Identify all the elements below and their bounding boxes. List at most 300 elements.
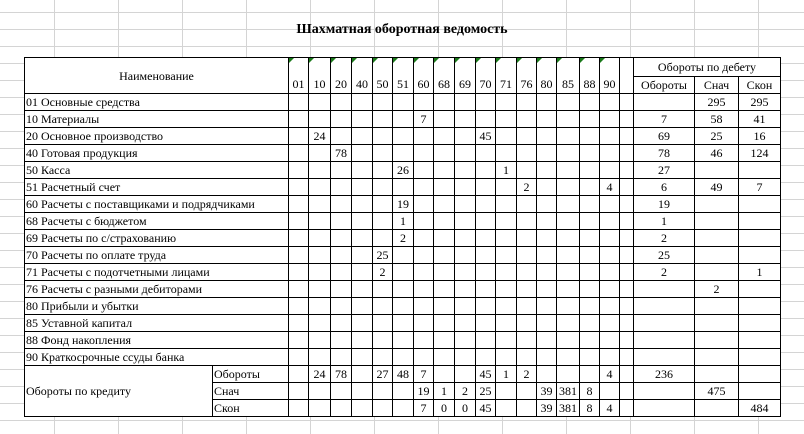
debit-credit-cell	[289, 281, 309, 298]
debit-credit-cell	[455, 128, 476, 145]
debit-credit-cell	[393, 128, 414, 145]
debit-credit-cell	[414, 145, 434, 162]
table-row	[25, 281, 781, 298]
debit-credit-cell	[434, 94, 455, 111]
debit-credit-cell	[600, 264, 620, 281]
debit-credit-cell	[309, 111, 331, 128]
debit-credit-cell	[331, 264, 352, 281]
debit-credit-cell	[600, 349, 620, 366]
debit-credit-cell	[580, 247, 600, 264]
debit-credit-cell	[434, 264, 455, 281]
debit-credit-cell	[517, 281, 537, 298]
debit-turnover-cell	[634, 332, 695, 349]
debit-credit-cell	[331, 281, 352, 298]
debit-credit-cell	[580, 179, 600, 196]
debit-credit-cell	[600, 196, 620, 213]
end-balance-cell: 1	[739, 264, 781, 281]
debit-credit-cell	[580, 349, 600, 366]
debit-credit-cell	[414, 230, 434, 247]
debit-turnover-cell: 69	[634, 128, 695, 145]
debit-credit-cell: 19	[393, 196, 414, 213]
table-row	[25, 111, 781, 128]
debit-credit-cell	[414, 298, 434, 315]
debit-turnover-cell: 25	[634, 247, 695, 264]
debit-credit-cell	[537, 349, 557, 366]
debit-credit-cell	[517, 247, 537, 264]
account-code-header: 80	[537, 58, 557, 94]
debit-credit-cell	[309, 145, 331, 162]
sub-column-header: Снач	[695, 77, 739, 94]
debit-turnover-cell: 27	[634, 162, 695, 179]
debit-credit-cell: 24	[309, 128, 331, 145]
debit-credit-cell	[352, 213, 373, 230]
account-code-header: 51	[393, 58, 414, 94]
credit-summary-label: Скон	[213, 400, 289, 417]
debit-credit-cell	[373, 213, 393, 230]
credit-turnover-label: Обороты по кредиту	[25, 366, 213, 417]
account-name-cell: 88 Фонд накопления	[25, 332, 289, 349]
debit-credit-cell	[557, 247, 580, 264]
credit-summary-cell	[393, 383, 414, 400]
credit-summary-cell	[289, 400, 309, 417]
debit-credit-cell	[414, 162, 434, 179]
debit-credit-cell	[373, 94, 393, 111]
debit-credit-cell	[476, 315, 496, 332]
start-balance-cell	[695, 298, 739, 315]
debit-credit-cell	[537, 213, 557, 230]
account-code-header: 90	[600, 58, 620, 94]
debit-credit-cell	[476, 264, 496, 281]
debit-credit-cell	[373, 349, 393, 366]
start-balance-cell	[695, 162, 739, 179]
debit-credit-cell: 26	[393, 162, 414, 179]
table-row	[25, 230, 781, 247]
debit-credit-cell	[331, 196, 352, 213]
debit-credit-cell	[496, 298, 517, 315]
debit-credit-cell	[289, 315, 309, 332]
account-code-header: 01	[289, 58, 309, 94]
spacer-cell	[620, 366, 634, 383]
debit-credit-cell	[414, 94, 434, 111]
sub-column-header: Скон	[739, 77, 781, 94]
account-name-cell: 85 Уставной капитал	[25, 315, 289, 332]
spacer-cell	[620, 332, 634, 349]
debit-credit-cell	[455, 179, 476, 196]
debit-credit-cell	[476, 281, 496, 298]
credit-summary-label: Обороты	[213, 366, 289, 383]
account-code-header: 10	[309, 58, 331, 94]
debit-credit-cell	[331, 94, 352, 111]
debit-credit-cell	[496, 111, 517, 128]
credit-summary-cell: 0	[455, 400, 476, 417]
debit-credit-cell	[517, 213, 537, 230]
debit-credit-cell	[414, 264, 434, 281]
debit-credit-cell	[331, 213, 352, 230]
debit-credit-cell	[455, 264, 476, 281]
total-end-cell	[739, 383, 781, 400]
account-name-cell: 10 Материалы	[25, 111, 289, 128]
debit-credit-cell	[373, 281, 393, 298]
debit-credit-cell	[309, 332, 331, 349]
spacer-cell	[620, 264, 634, 281]
debit-credit-cell	[373, 162, 393, 179]
debit-credit-cell	[414, 128, 434, 145]
debit-credit-cell	[537, 111, 557, 128]
debit-credit-cell	[331, 111, 352, 128]
total-start-cell	[695, 400, 739, 417]
start-balance-cell	[695, 247, 739, 264]
debit-credit-cell	[434, 145, 455, 162]
debit-credit-cell	[580, 230, 600, 247]
debit-credit-cell	[600, 247, 620, 264]
spacer-cell	[620, 298, 634, 315]
debit-credit-cell	[557, 162, 580, 179]
table-row	[25, 332, 781, 349]
debit-credit-cell	[476, 349, 496, 366]
debit-credit-cell	[496, 315, 517, 332]
credit-summary-cell: 381	[557, 383, 580, 400]
credit-summary-cell: 25	[476, 383, 496, 400]
debit-credit-cell	[600, 298, 620, 315]
table-row	[25, 94, 781, 111]
spacer-cell	[620, 162, 634, 179]
debit-credit-cell	[352, 247, 373, 264]
end-balance-cell: 41	[739, 111, 781, 128]
header-row	[25, 58, 781, 77]
credit-summary-cell: 1	[434, 383, 455, 400]
debit-credit-cell	[455, 332, 476, 349]
table-row	[25, 298, 781, 315]
debit-credit-cell	[537, 247, 557, 264]
debit-credit-cell	[496, 230, 517, 247]
start-balance-cell	[695, 332, 739, 349]
debit-credit-cell	[557, 128, 580, 145]
debit-credit-cell	[434, 111, 455, 128]
debit-credit-cell	[557, 179, 580, 196]
debit-credit-cell	[476, 298, 496, 315]
debit-credit-cell	[289, 247, 309, 264]
debit-credit-cell: 7	[414, 111, 434, 128]
spacer-cell	[620, 230, 634, 247]
credit-summary-cell: 1	[496, 366, 517, 383]
credit-summary-cell: 24	[309, 366, 331, 383]
debit-credit-cell	[352, 281, 373, 298]
debit-credit-cell	[537, 196, 557, 213]
debit-credit-cell	[496, 264, 517, 281]
credit-summary-cell	[289, 383, 309, 400]
debit-credit-cell	[580, 298, 600, 315]
debit-credit-cell	[537, 145, 557, 162]
debit-credit-cell	[289, 332, 309, 349]
debit-credit-cell	[476, 179, 496, 196]
credit-summary-cell: 381	[557, 400, 580, 417]
table-row	[25, 196, 781, 213]
debit-credit-cell	[331, 230, 352, 247]
end-balance-cell	[739, 315, 781, 332]
debit-credit-cell	[455, 315, 476, 332]
credit-summary-cell: 45	[476, 400, 496, 417]
credit-summary-cell	[352, 400, 373, 417]
debit-credit-cell	[373, 145, 393, 162]
debit-credit-cell	[557, 332, 580, 349]
debit-credit-cell	[557, 196, 580, 213]
account-code-header: 60	[414, 58, 434, 94]
debit-credit-cell	[393, 94, 414, 111]
debit-credit-cell	[289, 179, 309, 196]
account-code-header: 88	[580, 58, 600, 94]
debit-credit-cell	[496, 332, 517, 349]
debit-credit-cell	[309, 196, 331, 213]
debit-credit-cell	[517, 264, 537, 281]
credit-summary-cell: 27	[373, 366, 393, 383]
credit-summary-cell	[289, 366, 309, 383]
spacer-cell	[620, 179, 634, 196]
debit-credit-cell	[414, 315, 434, 332]
debit-credit-cell	[434, 179, 455, 196]
debit-credit-cell	[352, 94, 373, 111]
debit-credit-cell	[352, 111, 373, 128]
debit-credit-cell	[331, 128, 352, 145]
account-name-cell: 90 Краткосрочные ссуды банка	[25, 349, 289, 366]
end-balance-cell: 16	[739, 128, 781, 145]
debit-credit-cell	[517, 162, 537, 179]
debit-credit-cell: 2	[393, 230, 414, 247]
total-start-cell: 475	[695, 383, 739, 400]
debit-credit-cell: 25	[373, 247, 393, 264]
debit-credit-cell	[557, 145, 580, 162]
credit-summary-cell	[373, 383, 393, 400]
debit-credit-cell	[352, 264, 373, 281]
debit-credit-cell	[393, 145, 414, 162]
credit-summary-cell	[517, 383, 537, 400]
account-name-cell: 01 Основные средства	[25, 94, 289, 111]
start-balance-cell	[695, 264, 739, 281]
debit-credit-cell	[557, 264, 580, 281]
account-name-cell: 20 Основное производство	[25, 128, 289, 145]
debit-credit-cell	[434, 281, 455, 298]
start-balance-cell	[695, 213, 739, 230]
debit-credit-cell	[331, 315, 352, 332]
debit-credit-cell	[600, 332, 620, 349]
credit-summary-cell	[393, 400, 414, 417]
debit-credit-cell	[289, 162, 309, 179]
debit-credit-cell	[580, 128, 600, 145]
credit-summary-cell: 2	[517, 366, 537, 383]
debit-credit-cell	[434, 162, 455, 179]
end-balance-cell: 7	[739, 179, 781, 196]
debit-turnover-cell	[634, 281, 695, 298]
debit-credit-cell	[517, 145, 537, 162]
debit-credit-cell	[309, 213, 331, 230]
chess-turnover-table	[24, 57, 781, 417]
start-balance-cell: 58	[695, 111, 739, 128]
credit-summary-cell	[373, 400, 393, 417]
spacer-cell	[620, 94, 634, 111]
sub-column-header: Обороты	[634, 77, 695, 94]
spacer-cell	[620, 315, 634, 332]
debit-credit-cell	[289, 264, 309, 281]
spacer-cell	[620, 400, 634, 417]
end-balance-cell	[739, 213, 781, 230]
table-row	[25, 145, 781, 162]
debit-credit-cell	[393, 332, 414, 349]
spacer-cell	[620, 349, 634, 366]
account-name-cell: 76 Расчеты с разными дебиторами	[25, 281, 289, 298]
debit-credit-cell	[557, 111, 580, 128]
debit-credit-cell	[373, 315, 393, 332]
account-code-header: 70	[476, 58, 496, 94]
debit-credit-cell	[414, 281, 434, 298]
debit-credit-cell	[496, 196, 517, 213]
debit-credit-cell	[600, 111, 620, 128]
debit-credit-cell	[373, 298, 393, 315]
spacer-cell	[620, 58, 634, 94]
debit-credit-cell	[434, 128, 455, 145]
end-balance-cell: 295	[739, 94, 781, 111]
debit-credit-cell	[557, 315, 580, 332]
debit-credit-cell	[309, 179, 331, 196]
credit-summary-cell: 19	[414, 383, 434, 400]
debit-credit-cell	[331, 162, 352, 179]
debit-credit-cell	[373, 196, 393, 213]
account-code-header: 69	[455, 58, 476, 94]
debit-credit-cell	[476, 230, 496, 247]
debit-turnover-cell	[634, 315, 695, 332]
account-code-header: 71	[496, 58, 517, 94]
spacer-cell	[620, 145, 634, 162]
debit-credit-cell	[476, 145, 496, 162]
debit-credit-cell	[309, 349, 331, 366]
spacer-cell	[620, 383, 634, 400]
account-code-header: 50	[373, 58, 393, 94]
debit-credit-cell	[289, 94, 309, 111]
debit-credit-cell	[537, 179, 557, 196]
start-balance-cell	[695, 196, 739, 213]
debit-credit-cell	[517, 128, 537, 145]
account-code-header: 40	[352, 58, 373, 94]
debit-credit-cell	[557, 349, 580, 366]
debit-credit-cell	[517, 332, 537, 349]
start-balance-cell: 2	[695, 281, 739, 298]
debit-credit-cell	[517, 94, 537, 111]
debit-credit-cell: 4	[600, 179, 620, 196]
debit-credit-cell	[352, 196, 373, 213]
debit-credit-cell	[434, 298, 455, 315]
account-code-header: 85	[557, 58, 580, 94]
debit-credit-cell	[580, 111, 600, 128]
debit-credit-cell	[414, 247, 434, 264]
credit-summary-cell: 7	[414, 366, 434, 383]
debit-credit-cell	[537, 332, 557, 349]
debit-credit-cell	[476, 94, 496, 111]
debit-credit-cell	[455, 298, 476, 315]
debit-credit-cell	[434, 332, 455, 349]
debit-credit-cell	[373, 332, 393, 349]
start-balance-cell: 25	[695, 128, 739, 145]
credit-summary-cell	[496, 400, 517, 417]
debit-credit-cell	[331, 349, 352, 366]
end-balance-cell	[739, 247, 781, 264]
start-balance-cell	[695, 315, 739, 332]
debit-credit-cell	[476, 162, 496, 179]
debit-credit-cell	[580, 281, 600, 298]
debit-credit-cell	[580, 315, 600, 332]
end-balance-cell	[739, 230, 781, 247]
debit-credit-cell	[352, 332, 373, 349]
debit-credit-cell	[455, 111, 476, 128]
debit-credit-cell	[455, 247, 476, 264]
debit-credit-cell	[537, 128, 557, 145]
end-balance-cell: 124	[739, 145, 781, 162]
debit-credit-cell	[476, 111, 496, 128]
debit-credit-cell	[393, 264, 414, 281]
total-start-cell	[695, 366, 739, 383]
debit-credit-cell	[331, 247, 352, 264]
debit-credit-cell	[414, 196, 434, 213]
debit-credit-cell	[557, 298, 580, 315]
credit-summary-cell: 48	[393, 366, 414, 383]
credit-summary-cell	[496, 383, 517, 400]
debit-credit-cell	[455, 349, 476, 366]
debit-credit-cell	[557, 281, 580, 298]
end-balance-cell	[739, 162, 781, 179]
account-name-cell: 71 Расчеты с подотчетными лицами	[25, 264, 289, 281]
spacer-cell	[620, 213, 634, 230]
account-name-cell: 80 Прибыли и убытки	[25, 298, 289, 315]
debit-credit-cell: 2	[517, 179, 537, 196]
debit-credit-cell: 45	[476, 128, 496, 145]
debit-credit-cell	[476, 332, 496, 349]
debit-credit-cell	[537, 281, 557, 298]
debit-credit-cell	[496, 281, 517, 298]
end-balance-cell	[739, 349, 781, 366]
debit-credit-cell	[331, 298, 352, 315]
debit-turnover-cell: 78	[634, 145, 695, 162]
table-row	[25, 247, 781, 264]
debit-credit-cell	[434, 247, 455, 264]
account-name-cell: 40 Готовая продукция	[25, 145, 289, 162]
start-balance-cell	[695, 230, 739, 247]
debit-credit-cell	[455, 230, 476, 247]
debit-credit-cell	[289, 213, 309, 230]
debit-credit-cell	[600, 281, 620, 298]
debit-credit-cell	[557, 230, 580, 247]
credit-summary-cell	[434, 366, 455, 383]
end-balance-cell	[739, 332, 781, 349]
debit-credit-cell	[309, 230, 331, 247]
debit-credit-cell	[434, 230, 455, 247]
debit-credit-cell	[309, 162, 331, 179]
table-row	[25, 315, 781, 332]
spacer-cell	[620, 128, 634, 145]
total-turnover-cell: 236	[634, 366, 695, 383]
credit-summary-cell: 4	[600, 366, 620, 383]
account-name-cell: 69 Расчеты по с/страхованию	[25, 230, 289, 247]
credit-summary-cell	[455, 366, 476, 383]
account-name-cell: 50 Касса	[25, 162, 289, 179]
total-end-cell: 484	[739, 400, 781, 417]
debit-turnover-cell: 19	[634, 196, 695, 213]
debit-credit-cell	[393, 179, 414, 196]
debit-credit-cell	[373, 111, 393, 128]
end-balance-cell	[739, 298, 781, 315]
credit-summary-cell	[309, 400, 331, 417]
debit-credit-cell	[352, 315, 373, 332]
debit-credit-cell	[580, 162, 600, 179]
debit-credit-cell	[309, 298, 331, 315]
debit-credit-cell	[289, 298, 309, 315]
account-name-cell: 70 Расчеты по оплате труда	[25, 247, 289, 264]
